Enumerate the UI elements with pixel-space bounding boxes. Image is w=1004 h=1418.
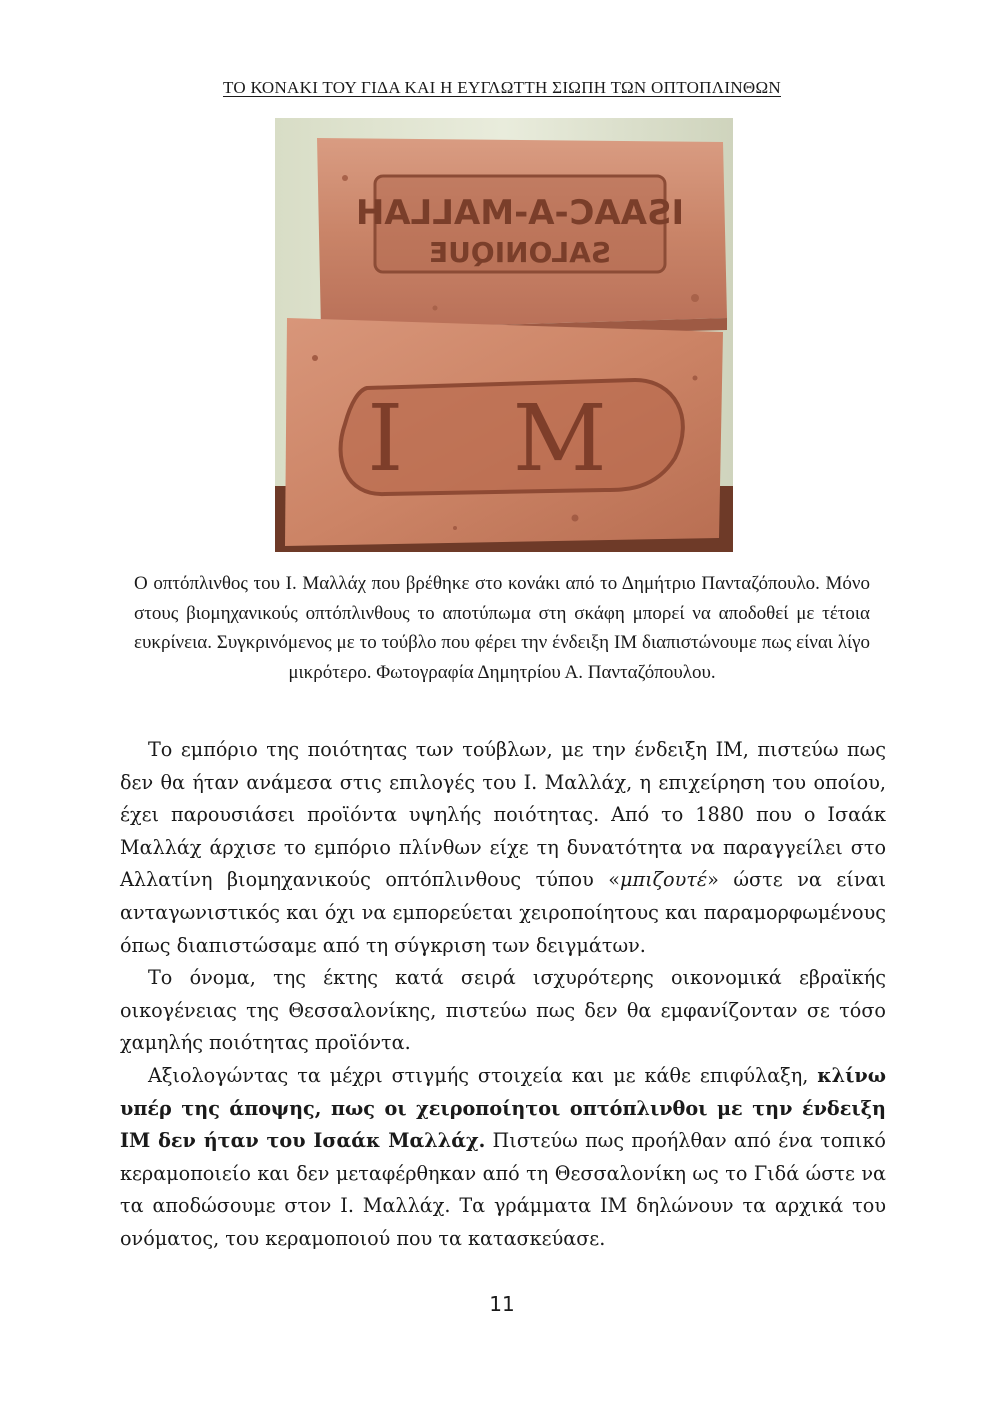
paragraph-2: Το όνομα, της έκτης κατά σειρά ισχυρότερης οικονομικά εβραϊκής οικογένειας της Θεσσαλονίκης, πιστεύω πως δεν θα εμφανίζονταν σε τόσο χαμηλής ποιότητας προϊόντα. [120,966,886,1055]
page-number: 11 [489,1292,515,1316]
paragraph-1-text-a: Το εμπόριο της ποιότητας των τούβλων, με την ένδειξη ΙΜ, πιστεύω πως δεν θα ήταν ανάμεσα στις επιλογές του Ι. Μαλλάχ, η επιχείρηση του οποίου, έχει παρουσιάσει προϊόντα υψηλής ποιότητας. Από το 1880 που ο Ισαάκ Μαλλάχ άρχισε το εμπόριο πλίνθων είχε τη δυνατότητα να παραγγείλει στο Αλλατίνη βιομηχανικούς οπτόπλινθους τύπου « [120,738,886,892]
running-header: ΤΟ ΚΟΝΑΚΙ ΤΟΥ ΓΙΔΑ ΚΑΙ Η ΕΥΓΛΩΤΤΗ ΣΙΩΠΗ ΤΩΝ ΟΠΤΟΠΛΙΝΘΩΝ [222,78,781,97]
stamp-top-line1: ISAAC-A-MALLAH [355,193,685,233]
paragraph-3-text-b: Πιστεύω πως προήλθαν από ένα τοπικό κεραμοποιείο και δεν μεταφέρθηκαν από τη Θεσσαλονίκη ως το Γιδά ώστε να τα αποδώσουμε στον Ι. Μαλλάχ. Τα γράμματα ΙΜ δηλώνουν τα αρχικά του ονόματος, του κεραμοποιού που τα κατασκεύασε. [120,1129,886,1250]
paragraph-3-text-a: Αξιολογώντας τα μέχρι στιγμής στοιχεία και με κάθε επιφύλαξη, [148,1063,818,1087]
stamp-top-line2: SALONIQUE [429,236,611,269]
figure-caption: Ο οπτόπλινθος του Ι. Μαλλάχ που βρέθηκε στο κονάκι από το Δημήτριο Πανταζόπουλο. Μόνο στους βιομηχανικούς οπτόπλινθους το αποτύπωμα στη σκάφη μπορεί να αποδοθεί με τέτοια ευκρίνεια. Συγκρινόμενος με το τούβλο που φέρει την ένδειξη ΙΜ διαπιστώνουμε πως είναι λίγο μικρότερο. Φωτογραφία Δημητρίου Α. Πανταζόπουλου. [134,573,870,683]
stamp-bottom: I M [367,385,647,492]
paragraph-1-italic-term: μπιζουτέ [620,868,708,892]
body-text [120,734,886,1256]
paragraph-3-bold-conclusion: κλίνω υπέρ της άποψης, πως οι χειροποίητοι οπτόπλινθοι με την ένδειξη ΙΜ δεν ήταν του Ισαάκ Μαλλάχ. [120,1063,886,1153]
top-brick [317,138,727,340]
paragraph-3 [120,1060,886,1256]
brick-photo [275,118,733,552]
bottom-brick [285,318,723,546]
paragraph-1-text-b: » ώστε να είναι ανταγωνιστικός και όχι να εμπορεύεται χειροποίητους και παραμορφωμένους όπως διαπιστώσαμε από τη σύγκριση των δειγμάτων. [120,868,886,957]
paragraph-1 [120,734,886,962]
